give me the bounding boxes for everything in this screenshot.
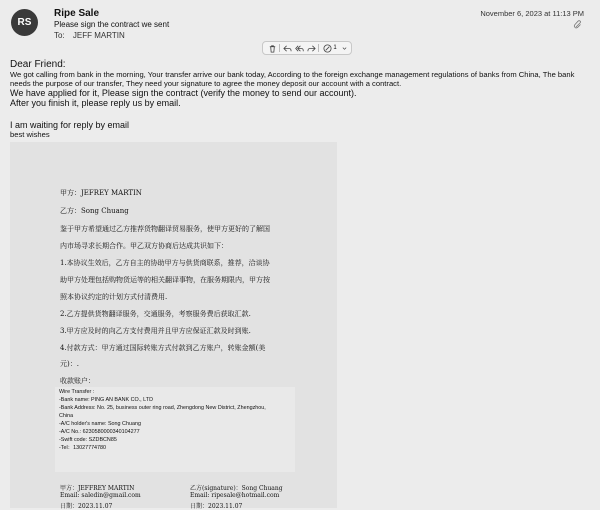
forward-icon[interactable] <box>306 43 316 53</box>
message-date: November 6, 2023 at 11:13 PM <box>480 9 584 18</box>
account-label: 收款账户： <box>60 377 95 385</box>
to-label: To: <box>54 31 65 40</box>
contract-clause: 3.甲方应及时的向乙方支付费用并且甲方应保证汇款及时到账. <box>60 327 251 335</box>
signature-b-name: 乙方(signature)：Song Chuang <box>190 485 283 492</box>
contract-clause: 照本协议约定的计划方式付清费用. <box>60 293 168 301</box>
paperclip-icon[interactable] <box>573 20 583 30</box>
contract-text: 鉴于甲方希望通过乙方推荐货物翻译贸易服务，使甲方更好的了解国 <box>60 225 270 233</box>
greeting: Dear Friend: <box>10 59 66 70</box>
trash-icon[interactable] <box>267 43 277 53</box>
contract-clause: 1.本协议生效后，乙方自主的协助甲方与供货商联系，推荐，洽谈协 <box>60 259 270 267</box>
wire-swift: -Swift code: SZDBCN85 <box>59 437 117 443</box>
signature-a-email: Email: saledin@gmail.com <box>60 492 141 499</box>
wire-bank-address: -Bank Address: No. 25, business outer ring road, Zhengdong New District, Zhengzhou, <box>59 405 266 411</box>
contract-clause: 元)：. <box>60 360 79 368</box>
toolbar-divider <box>279 44 280 52</box>
body-line: We have applied for it, Please sign the contract (verify the money to send our account). <box>10 88 357 98</box>
wire-account-no: -A/C No.: 6230580000340104277 <box>59 429 140 435</box>
wire-country: China <box>59 413 74 419</box>
message-action-toolbar <box>262 41 352 55</box>
body-line: After you finish it, please reply us by email. <box>10 98 181 108</box>
signature-a-name: 甲方：JEFFREY MARTIN <box>60 485 135 492</box>
message-subject: Please sign the contract we sent <box>54 20 170 29</box>
message-body <box>10 59 590 139</box>
message-header <box>0 0 600 44</box>
markup-count: 1 <box>333 45 337 51</box>
sender-avatar[interactable]: RS <box>11 9 38 36</box>
contract-text: 内市场寻求长期合作。甲乙双方协商后达成共识如下： <box>60 242 228 250</box>
sender-name[interactable]: Ripe Sale <box>54 8 100 19</box>
contract-clause: 2.乙方提供货物翻译服务，交通服务，考察服务费后获取汇款. <box>60 310 251 318</box>
contract-party-a: 甲方：JEFREY MARTIN <box>60 189 142 197</box>
contract-clause: 助甲方处理包括购物货运等的相关翻译事物，在服务期限内，甲方按 <box>60 276 270 284</box>
chevron-down-icon[interactable] <box>341 43 347 53</box>
signature-b-email: Email: ripesale@hotmail.com <box>190 492 280 499</box>
wire-title: Wire Transfer : <box>59 389 95 395</box>
wire-tel: -Tel：13027774780 <box>59 445 107 451</box>
contract-party-b: 乙方：Song Chuang <box>60 207 129 215</box>
wire-bank-name: -Bank name: PING AN BANK CO., LTD <box>59 397 153 403</box>
reply-all-icon[interactable] <box>294 43 304 53</box>
wire-holder: -A/C holder's name: Song Chuang <box>59 421 141 427</box>
body-line: I am waiting for reply by email <box>10 120 130 130</box>
recipient-name[interactable]: JEFF MARTIN <box>72 31 125 40</box>
contract-image[interactable] <box>10 142 337 508</box>
sign-off: best wishes <box>10 130 50 139</box>
toolbar-divider <box>318 44 319 52</box>
markup-icon[interactable] <box>321 43 339 53</box>
signature-a-date: 日期：2023.11.07 <box>60 503 113 510</box>
wire-transfer-box <box>55 387 295 472</box>
signature-b-date: 日期：2023.11.07 <box>190 503 243 510</box>
recipient-line <box>54 31 125 40</box>
body-paragraph: We got calling from bank in the morning, Your transfer arrive our bank today, According to the foreign exchange management regulations of banks from China, The bank needs the purpose of our transfer, They need your signature to agree the money deposit our account with a contract. <box>10 70 575 88</box>
contract-clause: 4.付款方式：甲方通过国际转账方式付款到乙方账户，转账金额(美 <box>60 344 266 352</box>
reply-icon[interactable] <box>282 43 292 53</box>
